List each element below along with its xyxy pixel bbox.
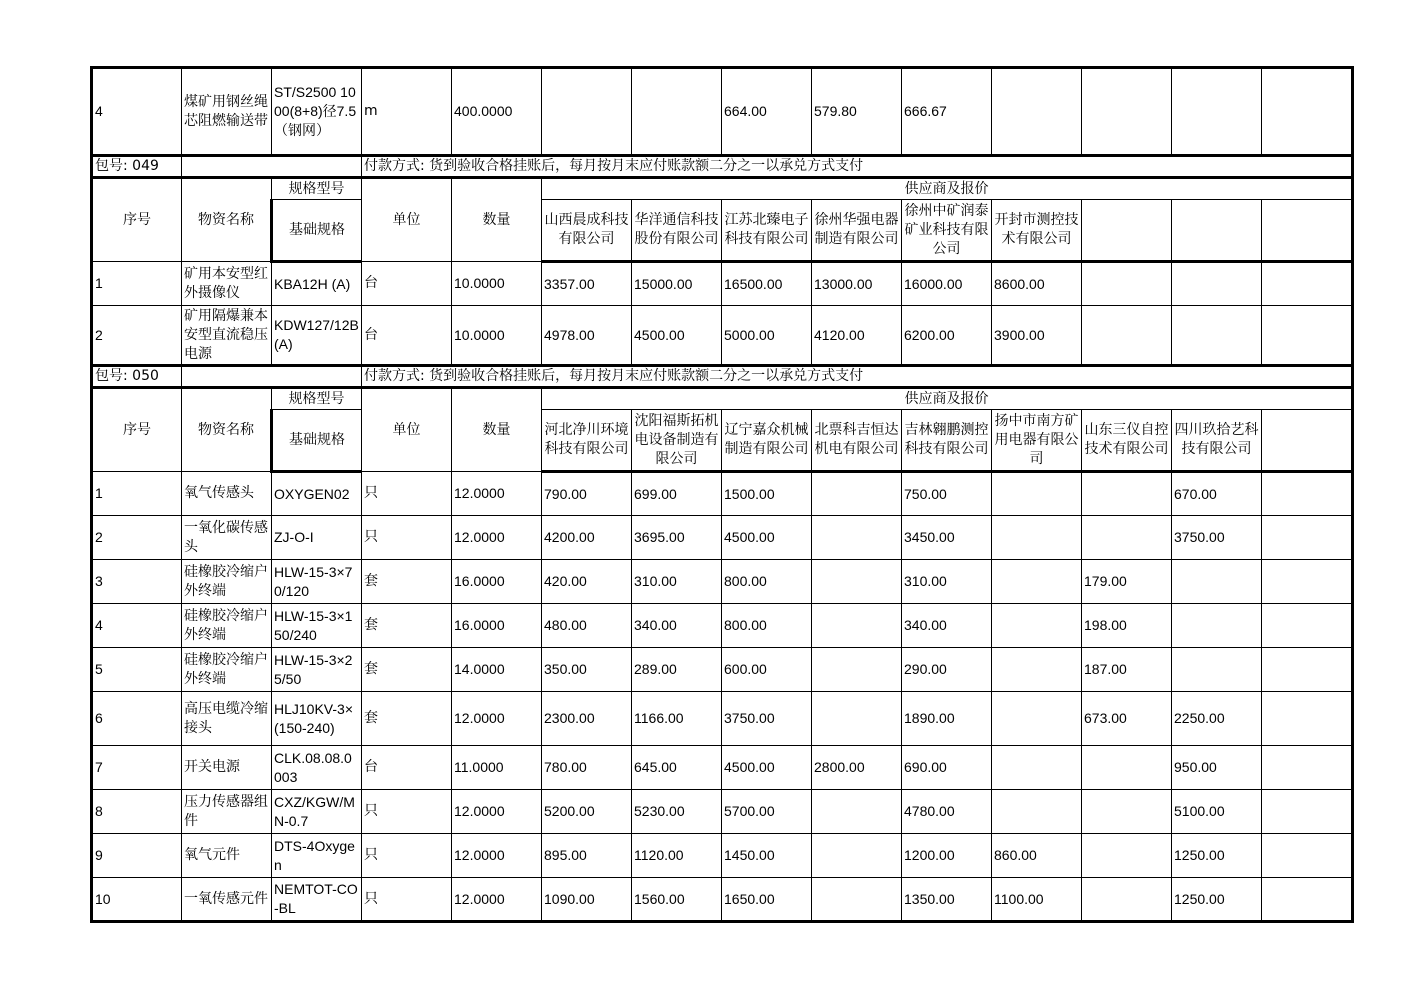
price-cell (1262, 516, 1353, 560)
price-cell (632, 68, 722, 156)
supplier-header-row (92, 200, 1353, 262)
header-unit: 单位 (362, 178, 452, 262)
price-cell: 4120.00 (812, 306, 902, 366)
price-cell (1082, 472, 1172, 516)
price-cell: 5230.00 (632, 790, 722, 834)
item-qty: 12.0000 (452, 472, 542, 516)
price-cell: 1650.00 (722, 878, 812, 922)
price-cell (1262, 878, 1353, 922)
price-cell (812, 648, 902, 692)
price-cell: 3695.00 (632, 516, 722, 560)
price-cell: 2250.00 (1172, 692, 1262, 746)
price-cell: 1560.00 (632, 878, 722, 922)
header-base-spec: 基础规格 (272, 410, 362, 472)
item-spec: DTS-4Oxygen (272, 834, 362, 878)
item-row (92, 834, 1353, 878)
item-row (92, 790, 1353, 834)
price-cell: 780.00 (542, 746, 632, 790)
price-cell (992, 516, 1082, 560)
item-unit: m (362, 68, 452, 156)
item-name: 矿用本安型红外摄像仪 (182, 262, 272, 306)
item-qty: 16.0000 (452, 604, 542, 648)
price-cell: 950.00 (1172, 746, 1262, 790)
price-cell: 895.00 (542, 834, 632, 878)
item-spec: HLW-15-3×70/120 (272, 560, 362, 604)
item-no: 2 (92, 306, 182, 366)
price-cell: 690.00 (902, 746, 992, 790)
item-no: 6 (92, 692, 182, 746)
item-unit: 套 (362, 648, 452, 692)
price-cell (1262, 746, 1353, 790)
item-spec: HLW-15-3×25/50 (272, 648, 362, 692)
price-cell: 310.00 (632, 560, 722, 604)
price-cell: 5700.00 (722, 790, 812, 834)
price-cell (1262, 692, 1353, 746)
item-qty: 11.0000 (452, 746, 542, 790)
package-label: 包号: 049 (92, 156, 182, 178)
header-qty: 数量 (452, 178, 542, 262)
item-unit: 只 (362, 878, 452, 922)
item-unit: 套 (362, 604, 452, 648)
item-no: 2 (92, 516, 182, 560)
price-cell: 1350.00 (902, 878, 992, 922)
item-qty: 12.0000 (452, 790, 542, 834)
price-cell (1262, 604, 1353, 648)
supplier-name: 开封市测控技术有限公司 (992, 200, 1082, 262)
item-qty: 12.0000 (452, 834, 542, 878)
quotation-table (90, 66, 1354, 923)
item-spec: KBA12H (A) (272, 262, 362, 306)
price-cell: 4500.00 (722, 746, 812, 790)
supplier-name: 吉林翱鹏测控科技有限公司 (902, 410, 992, 472)
supplier-name: 沈阳福斯拓机电设备制造有限公司 (632, 410, 722, 472)
price-cell: 1500.00 (722, 472, 812, 516)
item-unit: 套 (362, 692, 452, 746)
package-header-row (92, 366, 1353, 388)
item-qty: 12.0000 (452, 516, 542, 560)
item-name: 开关电源 (182, 746, 272, 790)
item-no: 1 (92, 262, 182, 306)
price-cell (1262, 306, 1353, 366)
price-cell: 16000.00 (902, 262, 992, 306)
item-name: 硅橡胶冷缩户外终端 (182, 604, 272, 648)
price-cell (1082, 516, 1172, 560)
supplier-name: 河北净川环境科技有限公司 (542, 410, 632, 472)
item-name: 煤矿用钢丝绳芯阻燃输送带 (182, 68, 272, 156)
price-cell: 699.00 (632, 472, 722, 516)
item-unit: 只 (362, 834, 452, 878)
price-cell: 420.00 (542, 560, 632, 604)
price-cell: 1090.00 (542, 878, 632, 922)
item-no: 3 (92, 560, 182, 604)
price-cell (992, 604, 1082, 648)
item-qty: 12.0000 (452, 878, 542, 922)
item-name: 氧气传感头 (182, 472, 272, 516)
item-row (92, 306, 1353, 366)
item-qty: 14.0000 (452, 648, 542, 692)
item-name: 硅橡胶冷缩户外终端 (182, 648, 272, 692)
price-cell (812, 604, 902, 648)
price-cell (1172, 68, 1262, 156)
item-unit: 台 (362, 306, 452, 366)
price-cell: 4978.00 (542, 306, 632, 366)
item-no: 1 (92, 472, 182, 516)
item-row (92, 262, 1353, 306)
header-base-spec: 基础规格 (272, 200, 362, 262)
header-qty: 数量 (452, 388, 542, 472)
price-cell: 480.00 (542, 604, 632, 648)
header-suppliers: 供应商及报价 (542, 178, 1353, 200)
supplier-name: 江苏北臻电子科技有限公司 (722, 200, 812, 262)
price-cell (542, 68, 632, 156)
price-cell (1082, 834, 1172, 878)
supplier-name (1262, 200, 1353, 262)
item-name: 一氧传感元件 (182, 878, 272, 922)
price-cell: 2300.00 (542, 692, 632, 746)
item-no: 7 (92, 746, 182, 790)
price-cell: 1200.00 (902, 834, 992, 878)
price-cell (812, 692, 902, 746)
item-spec: ZJ-O-I (272, 516, 362, 560)
item-row (92, 648, 1353, 692)
price-cell: 600.00 (722, 648, 812, 692)
header-unit: 单位 (362, 388, 452, 472)
price-cell: 645.00 (632, 746, 722, 790)
price-cell: 1890.00 (902, 692, 992, 746)
price-cell: 350.00 (542, 648, 632, 692)
price-cell: 664.00 (722, 68, 812, 156)
price-cell: 15000.00 (632, 262, 722, 306)
price-cell: 800.00 (722, 604, 812, 648)
price-cell: 579.80 (812, 68, 902, 156)
price-cell: 3900.00 (992, 306, 1082, 366)
price-cell: 289.00 (632, 648, 722, 692)
item-row (92, 746, 1353, 790)
price-cell (812, 790, 902, 834)
supplier-name: 山西晨成科技有限公司 (542, 200, 632, 262)
price-cell (1262, 560, 1353, 604)
price-cell: 666.67 (902, 68, 992, 156)
item-unit: 只 (362, 472, 452, 516)
package-blank (182, 156, 362, 178)
item-unit: 只 (362, 516, 452, 560)
price-cell: 3450.00 (902, 516, 992, 560)
price-cell: 340.00 (632, 604, 722, 648)
price-cell: 860.00 (992, 834, 1082, 878)
price-cell: 800.00 (722, 560, 812, 604)
price-cell (1172, 560, 1262, 604)
item-row (92, 604, 1353, 648)
price-cell: 790.00 (542, 472, 632, 516)
price-cell (1172, 262, 1262, 306)
price-cell (1262, 472, 1353, 516)
header-suppliers: 供应商及报价 (542, 388, 1353, 410)
item-spec: ST/S2500 1000(8+8)径7.5（钢网） (272, 68, 362, 156)
price-cell: 290.00 (902, 648, 992, 692)
item-qty: 10.0000 (452, 262, 542, 306)
price-cell: 1450.00 (722, 834, 812, 878)
price-cell (812, 516, 902, 560)
item-qty: 12.0000 (452, 692, 542, 746)
price-cell: 5200.00 (542, 790, 632, 834)
item-spec: CXZ/KGW/MN-0.7 (272, 790, 362, 834)
price-cell: 198.00 (1082, 604, 1172, 648)
price-cell (1262, 834, 1353, 878)
item-unit: 台 (362, 262, 452, 306)
price-cell (992, 692, 1082, 746)
price-cell: 5000.00 (722, 306, 812, 366)
price-cell: 4200.00 (542, 516, 632, 560)
item-no: 4 (92, 604, 182, 648)
header-no: 序号 (92, 388, 182, 472)
price-cell (1262, 790, 1353, 834)
price-cell: 6200.00 (902, 306, 992, 366)
price-cell: 1100.00 (992, 878, 1082, 922)
price-cell (1082, 262, 1172, 306)
item-no: 4 (92, 68, 182, 156)
price-cell: 179.00 (1082, 560, 1172, 604)
price-cell: 1250.00 (1172, 834, 1262, 878)
item-name: 氧气元件 (182, 834, 272, 878)
supplier-name: 四川玖拾艺科技有限公司 (1172, 410, 1262, 472)
supplier-name: 北票科吉恒达机电有限公司 (812, 410, 902, 472)
price-cell (992, 746, 1082, 790)
price-cell: 3750.00 (722, 692, 812, 746)
price-cell (812, 472, 902, 516)
price-cell: 750.00 (902, 472, 992, 516)
item-name: 压力传感器组件 (182, 790, 272, 834)
price-cell: 670.00 (1172, 472, 1262, 516)
supplier-name: 徐州华强电器制造有限公司 (812, 200, 902, 262)
supplier-name (1172, 200, 1262, 262)
price-cell: 8600.00 (992, 262, 1082, 306)
item-name: 矿用隔爆兼本安型直流稳压电源 (182, 306, 272, 366)
price-cell (1082, 790, 1172, 834)
price-cell (992, 790, 1082, 834)
item-row (92, 692, 1353, 746)
price-cell: 4500.00 (632, 306, 722, 366)
price-cell: 1120.00 (632, 834, 722, 878)
price-cell (992, 68, 1082, 156)
price-cell (1262, 262, 1353, 306)
price-cell (1172, 604, 1262, 648)
item-spec: KDW127/12B(A) (272, 306, 362, 366)
price-cell (1172, 306, 1262, 366)
price-cell: 3750.00 (1172, 516, 1262, 560)
price-cell (1082, 68, 1172, 156)
header-spec: 规格型号 (272, 388, 362, 410)
item-name: 一氧化碳传感头 (182, 516, 272, 560)
payment-terms: 付款方式: 货到验收合格挂账后，每月按月末应付账款额二分之一以承兑方式支付 (362, 156, 1353, 178)
item-qty: 10.0000 (452, 306, 542, 366)
price-cell: 187.00 (1082, 648, 1172, 692)
item-spec: HLW-15-3×150/240 (272, 604, 362, 648)
price-cell (1082, 306, 1172, 366)
header-spec: 规格型号 (272, 178, 362, 200)
item-no: 8 (92, 790, 182, 834)
item-unit: 台 (362, 746, 452, 790)
price-cell: 5100.00 (1172, 790, 1262, 834)
item-no: 10 (92, 878, 182, 922)
supplier-name: 辽宁嘉众机械制造有限公司 (722, 410, 812, 472)
header-name: 物资名称 (182, 388, 272, 472)
price-cell (992, 648, 1082, 692)
price-cell: 4780.00 (902, 790, 992, 834)
header-no: 序号 (92, 178, 182, 262)
price-cell: 1250.00 (1172, 878, 1262, 922)
supplier-name: 徐州中矿润泰矿业科技有限公司 (902, 200, 992, 262)
package-label: 包号: 050 (92, 366, 182, 388)
price-cell: 13000.00 (812, 262, 902, 306)
item-name: 硅橡胶冷缩户外终端 (182, 560, 272, 604)
quotation-table-body (92, 68, 1353, 922)
price-cell: 310.00 (902, 560, 992, 604)
column-header-row (92, 178, 1353, 200)
price-cell: 3357.00 (542, 262, 632, 306)
item-unit: 套 (362, 560, 452, 604)
price-cell: 2800.00 (812, 746, 902, 790)
supplier-name: 山东三仪自控技术有限公司 (1082, 410, 1172, 472)
price-cell (812, 560, 902, 604)
item-row (92, 472, 1353, 516)
payment-terms: 付款方式: 货到验收合格挂账后，每月按月末应付账款额二分之一以承兑方式支付 (362, 366, 1353, 388)
supplier-name (1082, 200, 1172, 262)
price-cell: 340.00 (902, 604, 992, 648)
price-cell: 16500.00 (722, 262, 812, 306)
item-spec: HLJ10KV-3×(150-240) (272, 692, 362, 746)
price-cell (1172, 648, 1262, 692)
item-spec: NEMTOT-CO-BL (272, 878, 362, 922)
item-row (92, 878, 1353, 922)
item-row (92, 516, 1353, 560)
price-cell: 1166.00 (632, 692, 722, 746)
package-header-row (92, 156, 1353, 178)
price-cell (1262, 648, 1353, 692)
price-cell: 673.00 (1082, 692, 1172, 746)
item-spec: OXYGEN02 (272, 472, 362, 516)
package-blank (182, 366, 362, 388)
price-cell (992, 560, 1082, 604)
price-cell (812, 878, 902, 922)
item-no: 9 (92, 834, 182, 878)
header-name: 物资名称 (182, 178, 272, 262)
item-name: 高压电缆冷缩接头 (182, 692, 272, 746)
item-row (92, 68, 1353, 156)
supplier-name (1262, 410, 1353, 472)
item-row (92, 560, 1353, 604)
item-qty: 400.0000 (452, 68, 542, 156)
price-cell (1082, 878, 1172, 922)
price-cell (1082, 746, 1172, 790)
item-qty: 16.0000 (452, 560, 542, 604)
supplier-name: 扬中市南方矿用电器有限公司 (992, 410, 1082, 472)
item-no: 5 (92, 648, 182, 692)
price-cell (812, 834, 902, 878)
item-unit: 只 (362, 790, 452, 834)
price-cell (1262, 68, 1353, 156)
supplier-header-row (92, 410, 1353, 472)
column-header-row (92, 388, 1353, 410)
item-spec: CLK.08.08.0003 (272, 746, 362, 790)
supplier-name: 华洋通信科技股份有限公司 (632, 200, 722, 262)
price-cell: 4500.00 (722, 516, 812, 560)
price-cell (992, 472, 1082, 516)
